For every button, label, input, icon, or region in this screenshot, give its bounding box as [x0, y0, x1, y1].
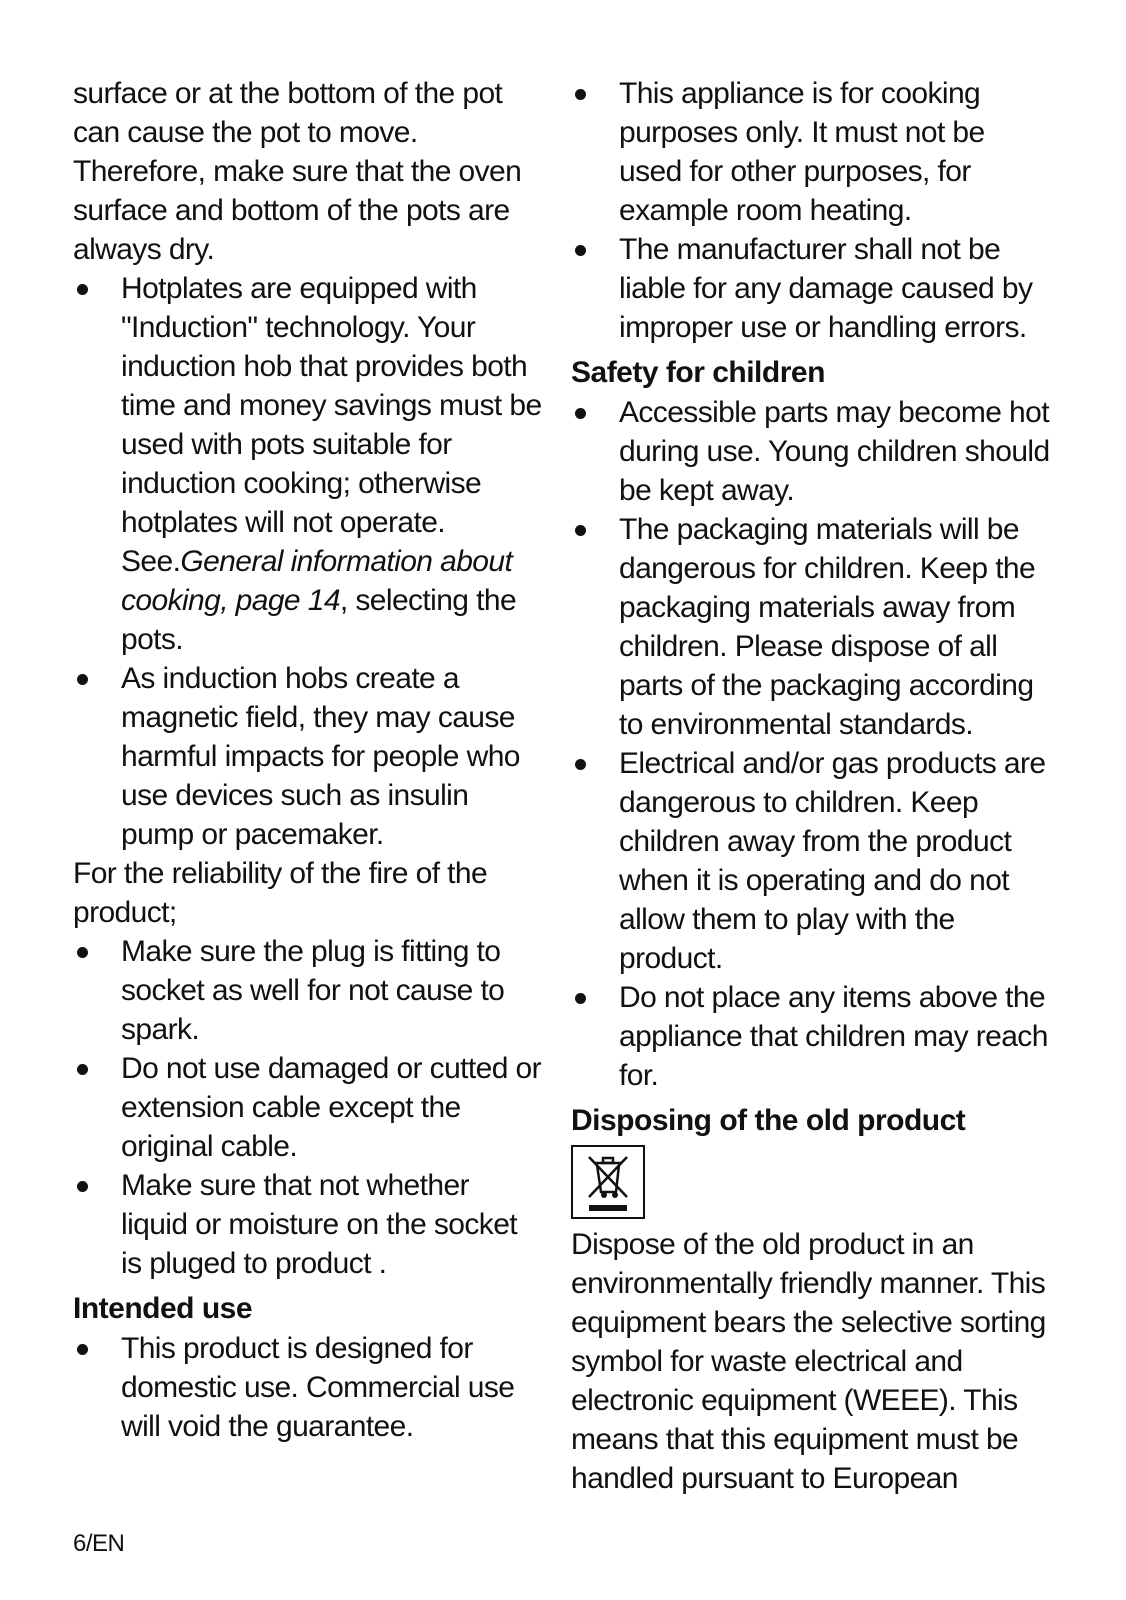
crossed-out-wheelie-bin-icon: [571, 1145, 645, 1219]
intended-use-heading: Intended use: [73, 1292, 253, 1325]
bullet-text: The manufacturer shall not be liable for any damage caused by improper use or handling errors.: [619, 233, 1033, 344]
bullet-item-induction-technology: [73, 269, 543, 659]
bullet-list-safety-children: [571, 393, 1051, 1095]
bullet-text: Do not use damaged or cutted or extension cable except the original cable.: [121, 1052, 542, 1163]
bullet-list-intended-use: [73, 1329, 543, 1446]
bullet-text: The packaging materials will be dangerous for children. Keep the packaging materials away from children. Please dispose of all parts of the packaging according to environmental standards.: [619, 513, 1036, 741]
bullet-item-plug: [73, 932, 543, 1049]
left-column: [73, 74, 543, 1446]
safety-for-children-heading: Safety for children: [571, 356, 825, 389]
bullet-item-items-above: [571, 978, 1051, 1095]
disposing-heading: Disposing of the old product: [571, 1104, 966, 1137]
page-number: 6/EN: [73, 1530, 125, 1557]
bullet-text: Accessible parts may become hot during use. Young children should be kept away.: [619, 396, 1050, 507]
cross-reference-link[interactable]: General information about cooking, page 14: [121, 545, 513, 617]
bullet-item-hot-parts: [571, 393, 1051, 510]
bullet-list-reliability: [73, 932, 543, 1283]
bullet-list-intended-use-continued: [571, 74, 1051, 347]
bullet-text: As induction hobs create a magnetic field, they may cause harmful impacts for people who use devices such as insulin pump or pacemaker.: [121, 662, 520, 851]
right-column: [571, 74, 1051, 1498]
bullet-item-electrical-gas: [571, 744, 1051, 978]
bullet-list-induction: [73, 269, 543, 854]
bullet-item-packaging: [571, 510, 1051, 744]
bullet-item-moisture: [73, 1166, 543, 1283]
bullet-item-cooking-only: [571, 74, 1051, 230]
bullet-text: Make sure that not whether liquid or moisture on the socket is pluged to product .: [121, 1169, 518, 1280]
bullet-text-after-ref: , selecting the pots.: [121, 584, 517, 656]
bullet-text: This product is designed for domestic use. Commercial use will void the guarantee.: [121, 1332, 515, 1443]
bullet-text: Do not place any items above the appliance that children may reach for.: [619, 981, 1048, 1092]
bullet-item-magnetic-field: [73, 659, 543, 854]
reliability-intro: For the reliability of the fire of the product;: [73, 857, 488, 929]
continuation-paragraph: surface or at the bottom of the pot can cause the pot to move. Therefore, make sure that the oven surface and bottom of the pots are always dry.: [73, 77, 522, 266]
bullet-item-cable: [73, 1049, 543, 1166]
bullet-text: Electrical and/or gas products are dangerous to children. Keep children away from the product when it is operating and do not allow them to play with the product.: [619, 747, 1046, 975]
bullet-text: Hotplates are equipped with "Induction" technology. Your induction hob that provides both time and money savings must be used with pots suitable for induction cooking; otherwise hotplates will not operate. See.: [121, 272, 542, 578]
bullet-text: Make sure the plug is fitting to socket as well for not cause to spark.: [121, 935, 505, 1046]
bullet-item-domestic-use: [73, 1329, 543, 1446]
disposing-paragraph: Dispose of the old product in an environmentally friendly manner. This equipment bears the selective sorting symbol for waste electrical and electronic equipment (WEEE). This means that this equipment must be handled pursuant to European: [571, 1228, 1046, 1495]
bullet-text: This appliance is for cooking purposes only. It must not be used for other purposes, for example room heating.: [619, 77, 985, 227]
bullet-item-liability: [571, 230, 1051, 347]
